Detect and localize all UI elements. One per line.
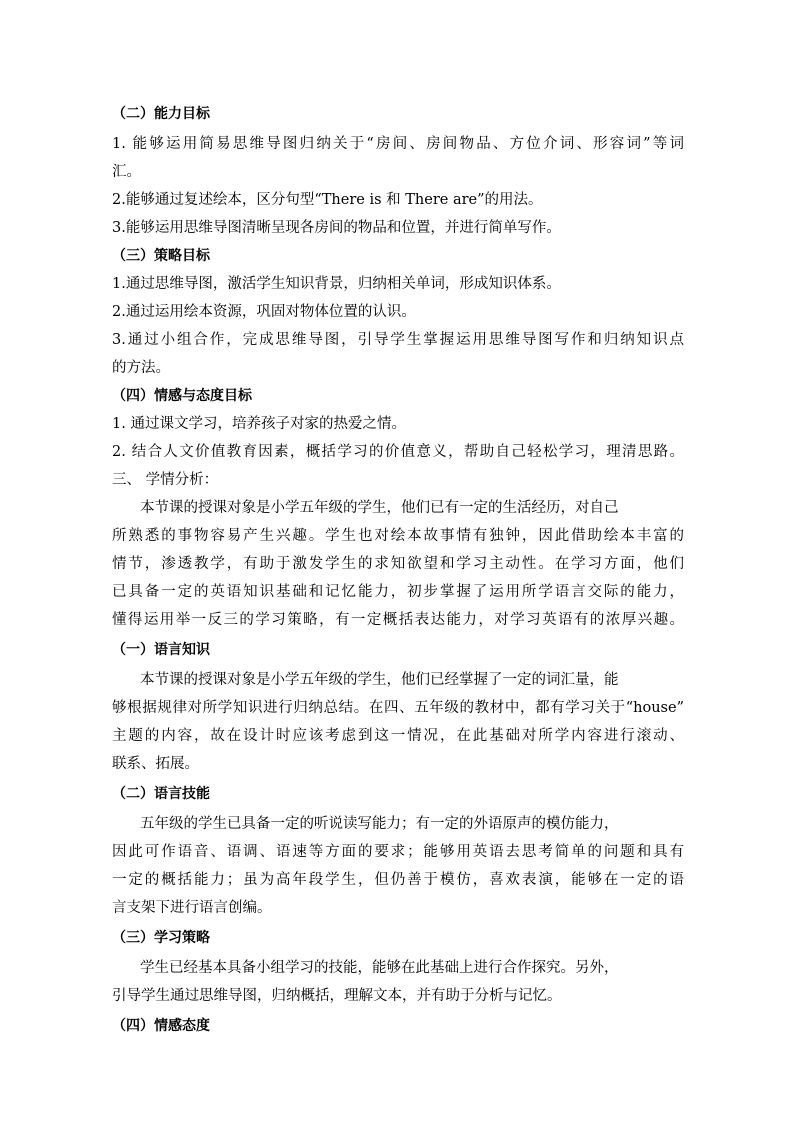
paragraph-line: 1. 能够运用简易思维导图归纳关于“房间、房间物品、方位介词、形容词”等词 <box>112 136 684 152</box>
paragraph-line: 2. 结合人文价值教育因素，概括学习的价值意义，帮助自己轻松学习，理清思路。 <box>112 444 684 460</box>
section-heading-emotion-goals: （四）情感与态度目标 <box>112 388 252 404</box>
paragraph-line: 2.通过运用绘本资源，巩固对物体位置的认识。 <box>112 304 416 320</box>
paragraph-line: 3.通过小组合作，完成思维导图，引导学生掌握运用思维导图写作和归纳知识点 <box>112 332 684 348</box>
section-heading-emotional-attitude: （四）情感态度 <box>112 1018 210 1034</box>
paragraph-line: 懂得运用举一反三的学习策略，有一定概括表达能力，对学习英语有的浓厚兴趣。 <box>112 612 684 628</box>
section-heading-learning-strategy: （三）学习策略 <box>112 930 210 946</box>
paragraph-line: 主题的内容，故在设计时应该考虑到这一情况，在此基础对所学内容进行滚动、 <box>112 728 684 744</box>
section-heading-ability-goals: （二）能力目标 <box>112 106 210 122</box>
paragraph-line: 1.通过思维导图，激活学生知识背景，归纳相关单词，形成知识体系。 <box>112 276 561 292</box>
paragraph-line: 够根据规律对所学知识进行归纳总结。在四、五年级的教材中，都有学习关于“house” <box>112 700 684 716</box>
section-heading-learner-analysis: 三、 学情分析： <box>112 472 219 488</box>
section-heading-language-skills: （二）语言技能 <box>112 786 210 802</box>
paragraph-line: 2.能够通过复述绘本，区分句型“There is 和 There are”的用法。 <box>112 192 543 208</box>
paragraph-line: 3.能够运用思维导图清晰呈现各房间的物品和位置，并进行简单写作。 <box>112 220 561 236</box>
paragraph-line: 1. 通过课文学习，培养孩子对家的热爱之情。 <box>112 416 406 432</box>
paragraph-line: 学生已经基本具备小组学习的技能，能够在此基础上进行合作探究。另外， <box>140 960 619 976</box>
paragraph-line: 所熟悉的事物容易产生兴趣。学生也对绘本故事情有独钟，因此借助绘本丰富的 <box>112 528 684 544</box>
section-heading-strategy-goals: （三）策略目标 <box>112 248 210 264</box>
paragraph-line: 一定的概括能力；虽为高年段学生，但仍善于模仿，喜欢表演，能够在一定的语 <box>112 872 684 888</box>
paragraph-line: 引导学生通过思维导图，归纳概括，理解文本，并有助于分析与记忆。 <box>112 988 562 1004</box>
paragraph-line: 因此可作语音、语调、语速等方面的要求；能够用英语去思考简单的问题和具有 <box>112 844 684 860</box>
paragraph-line: 已具备一定的英语知识基础和记忆能力，初步掌握了运用所学语言交际的能力， <box>112 584 684 600</box>
paragraph-line: 的方法。 <box>112 360 170 376</box>
paragraph-line: 情节，渗透教学，有助于激发学生的求知欲望和学习主动性。在学习方面，他们 <box>112 556 684 572</box>
section-heading-language-knowledge: （一）语言知识 <box>112 642 210 658</box>
paragraph-line: 本节课的授课对象是小学五年级的学生，他们已有一定的生活经历，对自己 <box>140 500 619 516</box>
paragraph-line: 本节课的授课对象是小学五年级的学生，他们已经掌握了一定的词汇量，能 <box>140 672 619 688</box>
paragraph-line: 汇。 <box>112 164 141 180</box>
paragraph-line: 联系、拓展。 <box>112 756 199 772</box>
paragraph-line: 言支架下进行语言创编。 <box>112 900 272 916</box>
paragraph-line: 五年级的学生已具备一定的听说读写能力；有一定的外语原声的模仿能力， <box>140 816 619 832</box>
